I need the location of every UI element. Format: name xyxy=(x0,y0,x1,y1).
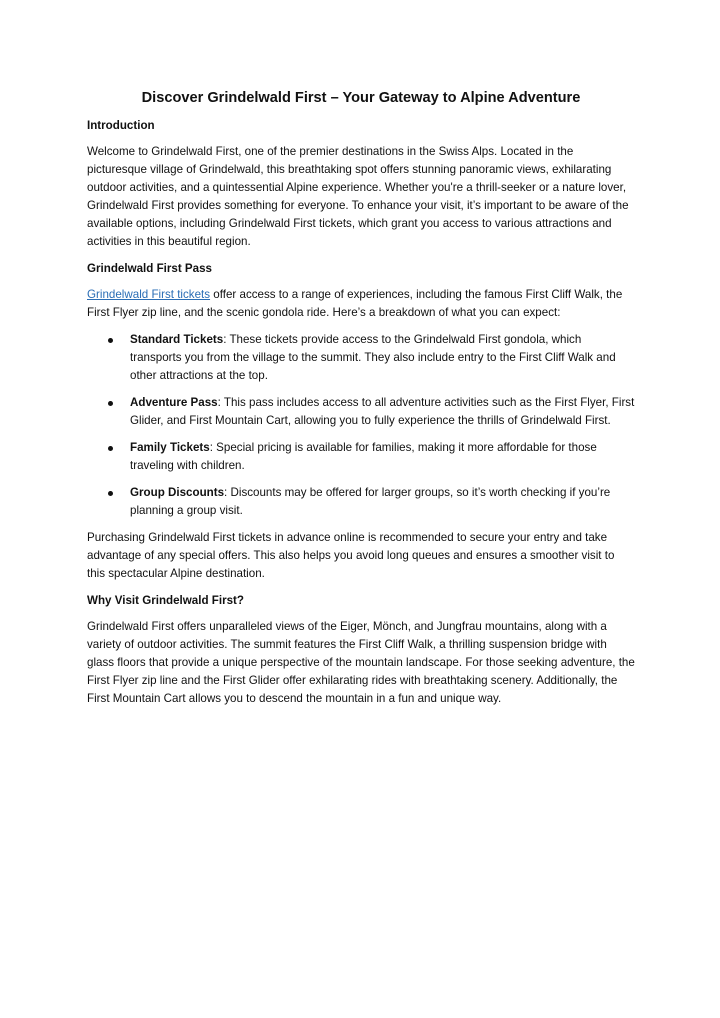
first-pass-heading: Grindelwald First Pass xyxy=(87,262,212,275)
list-item-family-tickets xyxy=(87,439,635,475)
why-visit-heading: Why Visit Grindelwald First? xyxy=(87,594,244,607)
list-item-standard-tickets xyxy=(87,331,635,385)
list-item-term: Family Tickets xyxy=(130,441,210,454)
list-item-term: Standard Tickets xyxy=(130,333,224,346)
bullet-icon xyxy=(108,446,113,451)
list-item-term: Group Discounts xyxy=(130,486,225,499)
document-title: Discover Grindelwald First – Your Gateway to Alpine Adventure xyxy=(141,90,581,106)
purchase-paragraph: Purchasing Grindelwald First tickets in advance online is recommended to secure your entry and take advantage of any special offers. This also helps you avoid long queues and ensures a smoother visit to this spectacular Alpine destination. xyxy=(87,531,615,580)
bullet-icon xyxy=(108,338,113,343)
introduction-paragraph: Welcome to Grindelwald First, one of the premier destinations in the Swiss Alps. Located in the picturesque village of Grindelwald, this breathtaking spot offers stunning panoramic views, exhilarating outdoor activities, and a quintessential Alpine experience. Whether you're a thrill-seeker or a nature lover, Grindelwald First provides something for everyone. To enhance your visit, it’s important to be aware of the available options, including Grindelwald First tickets, which grant you access to various attractions and activities in this beautiful region. xyxy=(87,145,629,248)
bullet-icon xyxy=(108,491,113,496)
ticket-types-list xyxy=(87,331,635,520)
first-pass-paragraph xyxy=(87,286,635,322)
bullet-icon xyxy=(108,401,113,406)
why-visit-paragraph: Grindelwald First offers unparalleled views of the Eiger, Mönch, and Jungfrau mountains, along with a variety of outdoor activities. The summit features the First Cliff Walk, a thrilling suspension bridge with glass floors that provide a unique perspective of the mountain landscape. For those seeking adventure, the First Flyer zip line and the First Glider offer exhilarating rides with breathtaking scenery. Additionally, the First Mountain Cart allows you to descend the mountain in a fun and unique way. xyxy=(87,620,635,705)
list-item-adventure-pass xyxy=(87,394,635,430)
list-item-term: Adventure Pass xyxy=(130,396,218,409)
document-body xyxy=(87,88,635,717)
introduction-heading: Introduction xyxy=(87,119,155,132)
grindelwald-tickets-link[interactable]: Grindelwald First tickets xyxy=(87,288,211,301)
list-item-group-discounts xyxy=(87,484,635,520)
list-item-text: : Discounts may be offered for larger groups, so it’s worth checking if you’re planning a group visit. xyxy=(130,486,611,517)
list-item-text: : These tickets provide access to the Grindelwald First gondola, which transports you from the village to the summit. They also include entry to the First Cliff Walk and other attractions at the top. xyxy=(130,333,616,382)
list-item-text: : Special pricing is available for families, making it more affordable for those traveling with children. xyxy=(130,441,597,472)
first-pass-paragraph-text: offer access to a range of experiences, including the famous First Cliff Walk, the First Flyer zip line, and the scenic gondola ride. Here’s a breakdown of what you can expect: xyxy=(87,288,623,319)
list-item-text: : This pass includes access to all adventure activities such as the First Flyer, First Glider, and First Mountain Cart, allowing you to fully experience the thrills of Grindelwald First. xyxy=(130,396,635,427)
